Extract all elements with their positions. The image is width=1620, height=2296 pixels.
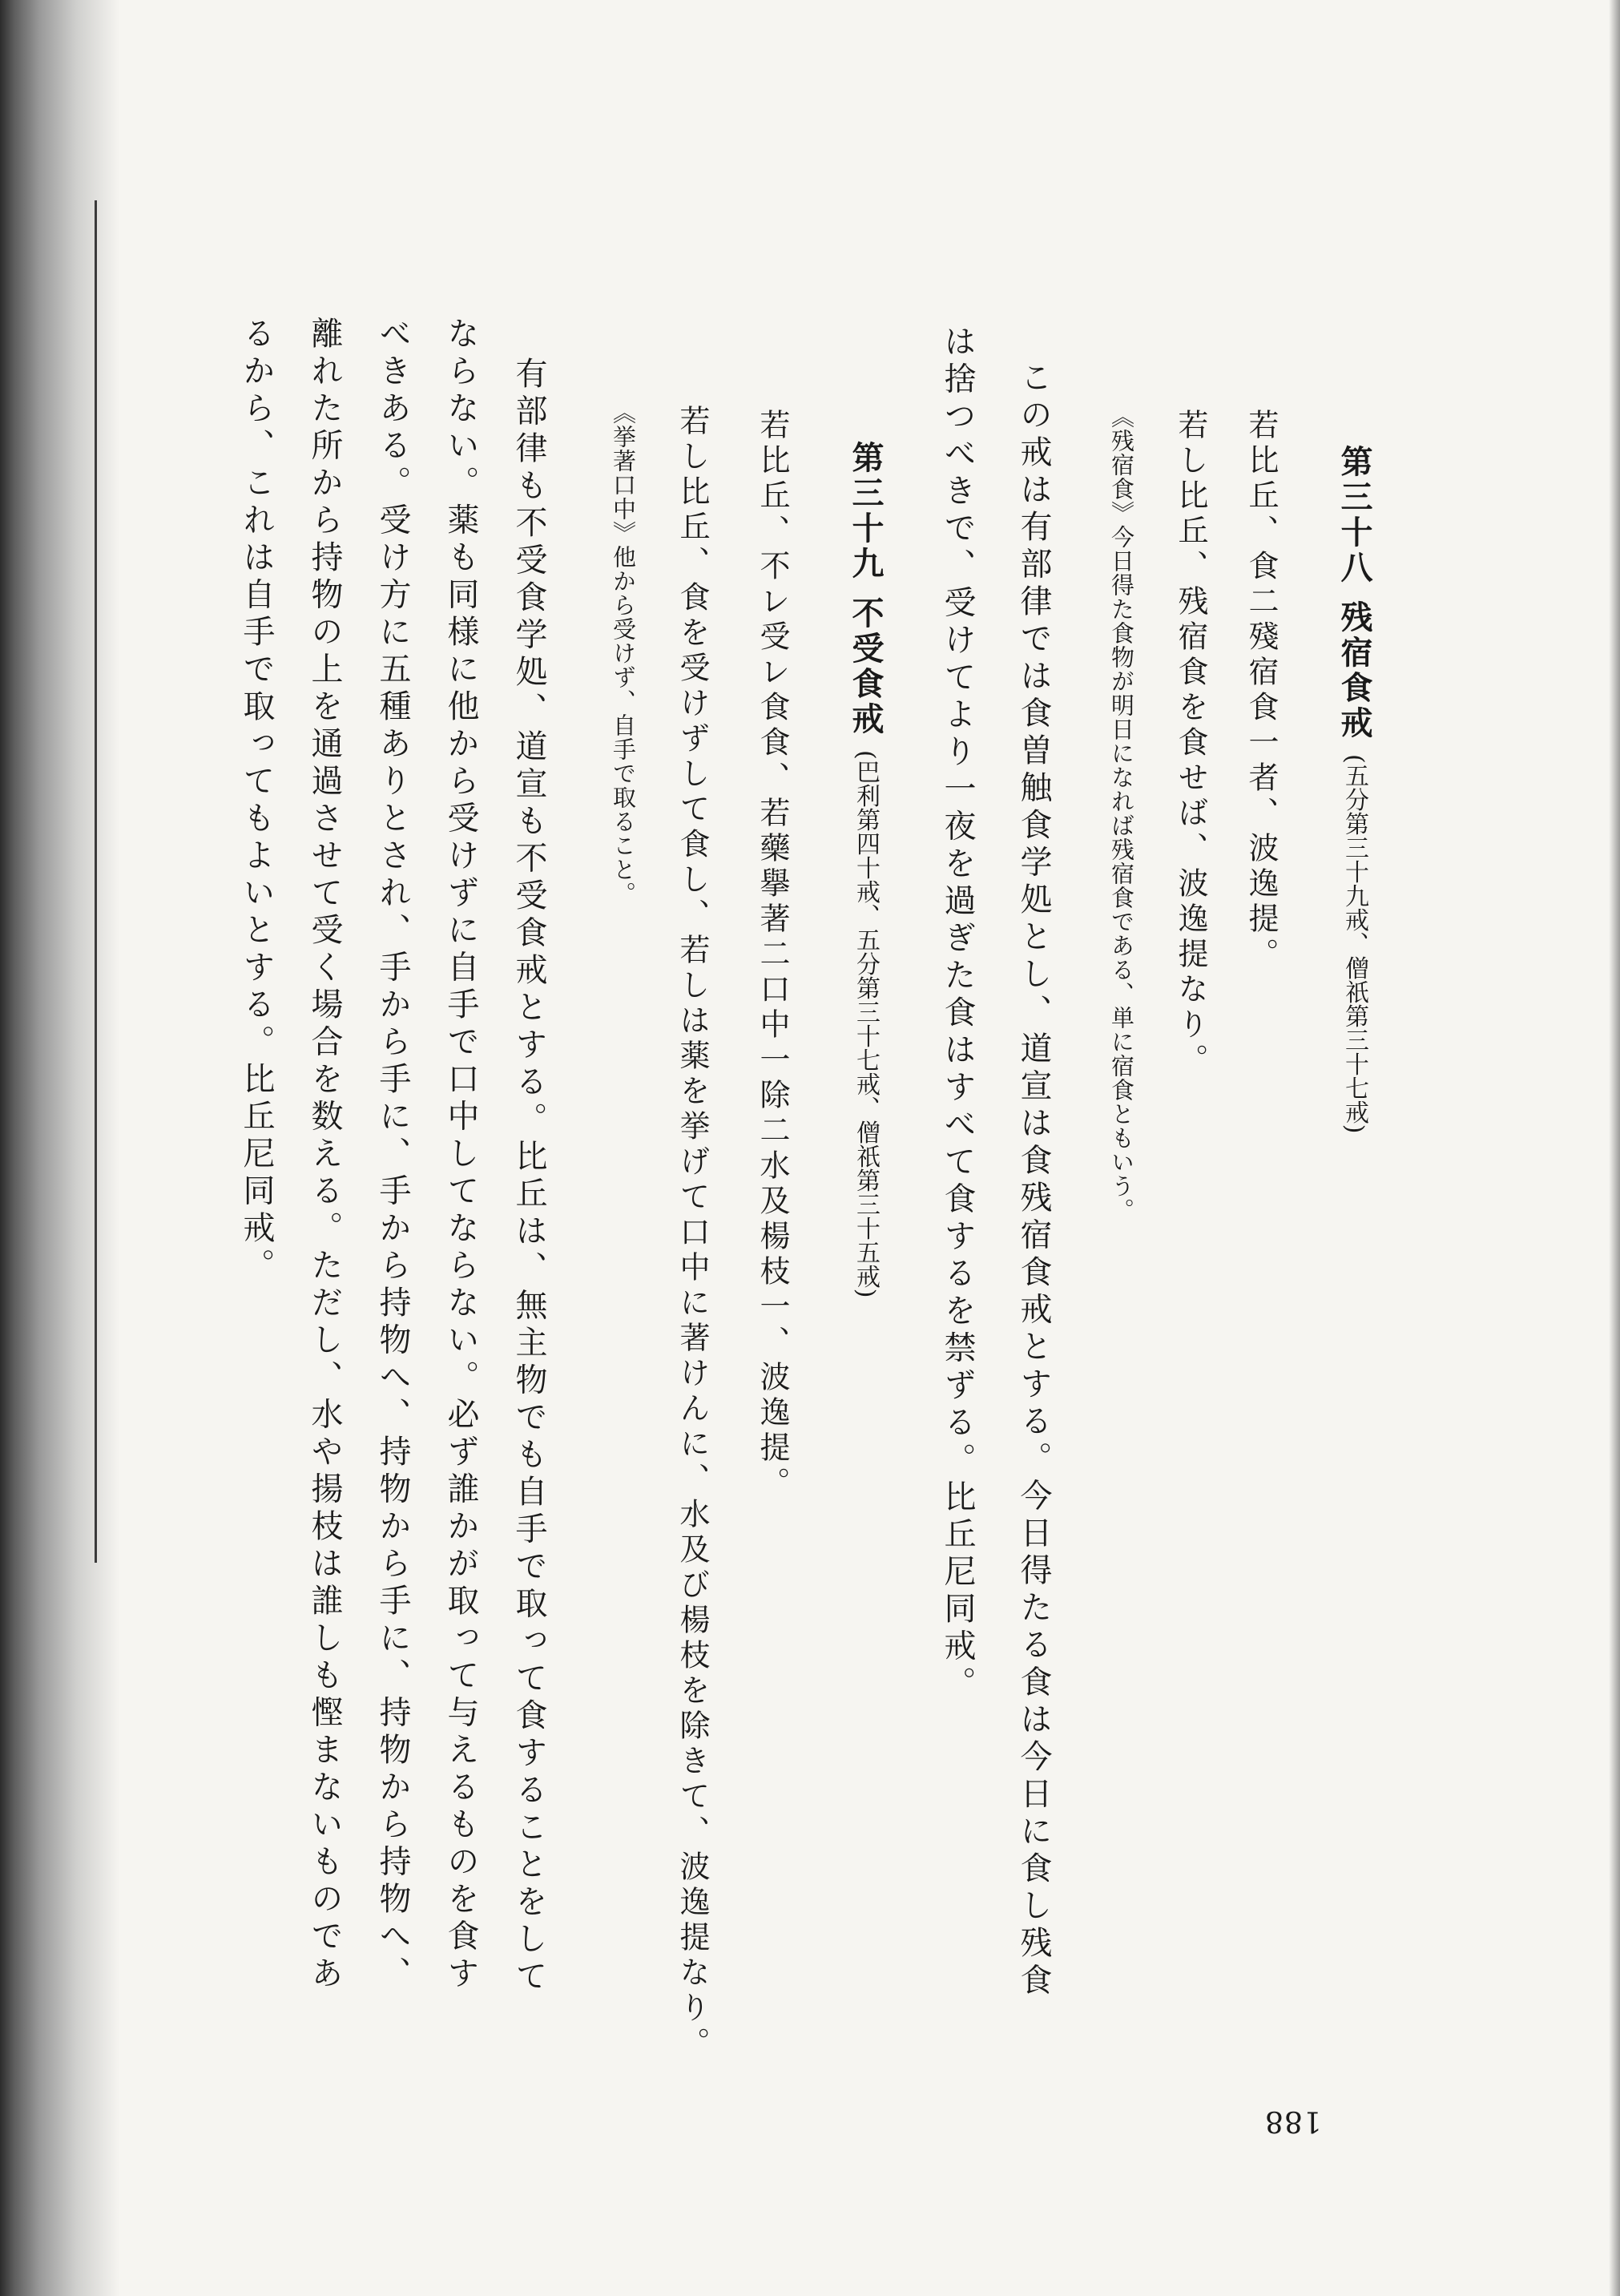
section-38-note: 《残宿食》今日得た食物が明日になれば残宿食である、単に宿食ともいう。 bbox=[1108, 405, 1135, 1222]
section-38-kanbun: 若比丘、食二殘宿食一者、波逸提。 bbox=[1243, 409, 1279, 973]
section-38-commentary-1: この戒は有部律では食曽触食学処とし、道宣は食残宿食戒とする。今日得たる食は今日に食し残食 bbox=[1015, 361, 1052, 2000]
section-39-note: 《挙著口中》他から受けず、自手で取ること。 bbox=[610, 401, 637, 906]
section-39-commentary-1: 有部律も不受食学処、道宣も不受食戒とする。比丘は、無主物でも自手で取って食することをして bbox=[510, 357, 547, 1996]
section-39-title: 第三十九 不受食戒 bbox=[847, 441, 884, 737]
scan-edge-shadow bbox=[0, 0, 120, 2296]
section-39-commentary-4: 離れた所から持物の上を通過させて受く場合を数える。ただし、水や揚枝は誰しも慳まないものであ bbox=[306, 317, 343, 1994]
section-39-heading bbox=[847, 441, 884, 1298]
section-38-commentary-2: は捨つべきで、受けてより一夜を過ぎた食はすべて食するを禁ずる。比丘尼同戒。 bbox=[939, 325, 976, 1704]
section-39-kanbun: 若比丘、不レ受レ食食、若藥擧著二口中一除二水及楊枝一、波逸提。 bbox=[755, 409, 790, 1502]
section-38-reading: 若し比丘、残宿食を食せば、波逸提なり。 bbox=[1173, 409, 1208, 1079]
section-39-reading: 若し比丘、食を受けずして食し、若しは薬を挙げて口中に著けんに、水及び楊枝を除きて、波逸提なり。 bbox=[675, 405, 710, 2062]
page-number: 188 bbox=[1264, 2104, 1322, 2137]
section-39-commentary-5: るから、これは自手で取ってもよいとする。比丘尼同戒。 bbox=[238, 317, 275, 1285]
section-38-title: 第三十八 残宿食戒 bbox=[1336, 445, 1372, 741]
section-39-source: (巴利第四十戒、五分第三十七戒、僧祇第三十五戒) bbox=[852, 749, 880, 1298]
section-39-commentary-2: ならない。薬も同様に他から受けずに自手で口中してならない。必ず誰かが取って与えるものを食す bbox=[442, 317, 479, 1994]
scan-edge-line bbox=[95, 200, 97, 1563]
section-39-commentary-3: べきある。受け方に五種ありとされ、手から手に、手から持物へ、持物から手に、持物から持物へ、 bbox=[374, 317, 411, 1994]
section-38-source: (五分第三十九戒、僧祇第三十七戒) bbox=[1340, 753, 1368, 1134]
scan-right-edge bbox=[1609, 0, 1620, 2296]
section-38-heading bbox=[1338, 445, 1370, 1133]
